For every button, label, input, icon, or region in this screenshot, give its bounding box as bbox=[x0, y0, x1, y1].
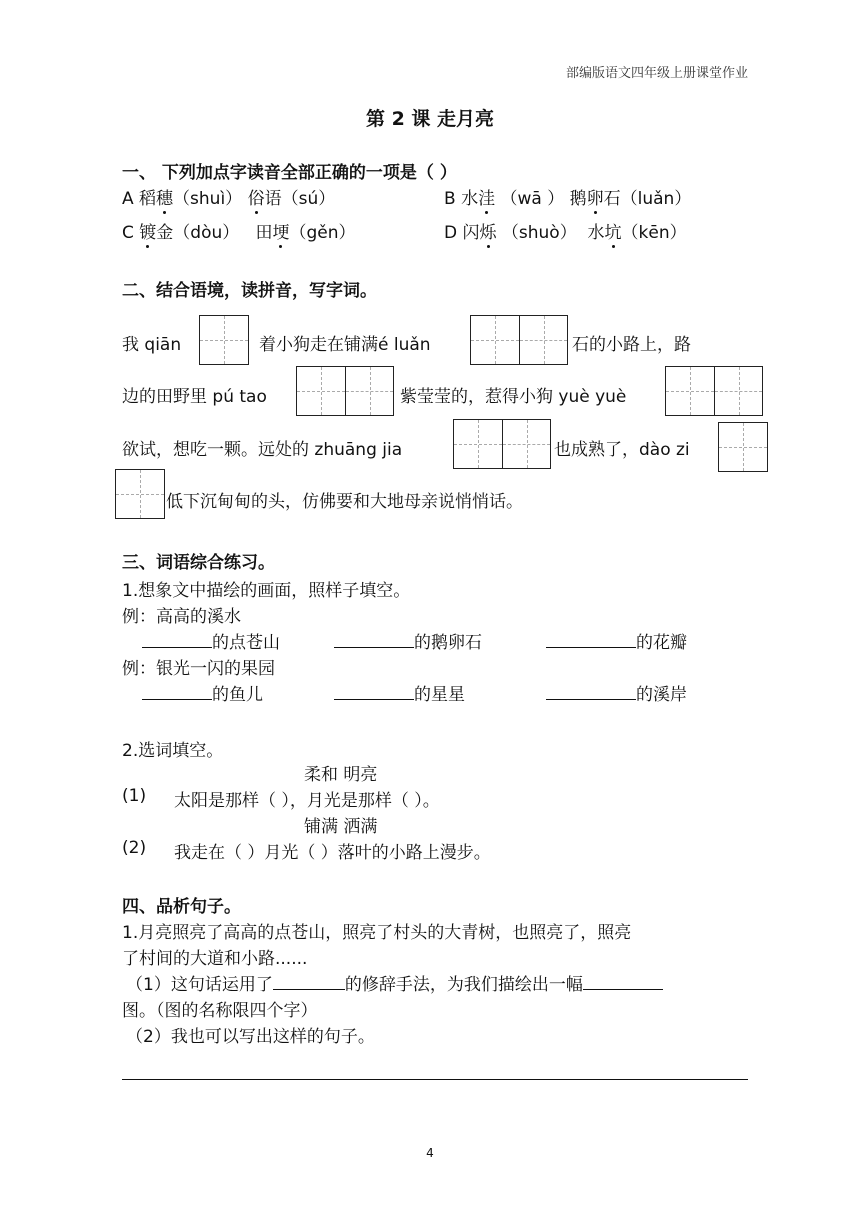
tianzige-box[interactable] bbox=[199, 315, 249, 365]
section4-heading: 四、品析句子。 bbox=[122, 897, 241, 917]
answer-line[interactable] bbox=[122, 1079, 748, 1080]
section2-heading: 二、结合语境，读拼音，写字词。 bbox=[122, 281, 377, 301]
question-4-2: （2）我也可以写出这样的句子。 bbox=[126, 1027, 375, 1047]
fill-line-3b: 也成熟了，dào zi bbox=[554, 440, 690, 460]
word-choices-1: 柔和 明亮 bbox=[304, 765, 378, 785]
option-pinyin: （wā ） bbox=[500, 189, 565, 209]
option-letter: B bbox=[444, 189, 456, 209]
option-word: 俗语 bbox=[248, 189, 282, 209]
answer-blank[interactable] bbox=[546, 683, 636, 700]
option-word: 田埂 bbox=[255, 223, 289, 243]
answer-blank[interactable] bbox=[546, 631, 636, 648]
fill-line-3a: 欲试，想吃一颗。远处的 zhuāng jia bbox=[122, 440, 403, 460]
answer-blank[interactable] bbox=[583, 973, 663, 990]
fill-item: 的鹅卵石 bbox=[334, 628, 482, 653]
section1-heading: 一、 下列加点字读音全部正确的一项是（ ） bbox=[122, 163, 457, 183]
answer-blank[interactable] bbox=[273, 973, 345, 990]
sentence-1-number: (1) bbox=[122, 786, 147, 806]
question-4-1: （1）这句话运用了 的修辞手法，为我们描绘出一幅 bbox=[126, 970, 663, 995]
option-c bbox=[122, 218, 356, 243]
option-word: 镀金 bbox=[139, 223, 173, 243]
fill-line-1c: 石的小路上，路 bbox=[572, 335, 691, 355]
option-pinyin: （shuò） bbox=[501, 223, 577, 243]
passage-line-2: 了村间的大道和小路...... bbox=[122, 949, 308, 969]
page-title: 第 2 课 走月亮 bbox=[365, 108, 495, 130]
fill-line-4: 低下沉甸甸的头，仿佛要和大地母亲说悄悄话。 bbox=[166, 492, 523, 512]
tianzige-box[interactable] bbox=[296, 366, 394, 416]
option-pinyin: （sú） bbox=[281, 189, 336, 209]
answer-blank[interactable] bbox=[334, 683, 414, 700]
fill-item: 的花瓣 bbox=[546, 628, 687, 653]
option-word: 鹅卵石 bbox=[570, 189, 621, 209]
fill-line-1a: 我 qiān bbox=[122, 335, 182, 355]
option-pinyin: （dòu） bbox=[173, 223, 240, 243]
option-d bbox=[444, 218, 687, 243]
answer-blank[interactable] bbox=[142, 631, 212, 648]
option-a bbox=[122, 184, 335, 209]
tianzige-box[interactable] bbox=[470, 315, 568, 365]
fill-item: 的点苍山 bbox=[142, 628, 280, 653]
passage-line-1: 1.月亮照亮了高高的点苍山，照亮了村头的大青树，也照亮了，照亮 bbox=[122, 923, 632, 943]
section3-heading: 三、词语综合练习。 bbox=[122, 553, 275, 573]
option-letter: D bbox=[444, 223, 458, 243]
question-4-1-note: 图。（图的名称限四个字） bbox=[122, 1001, 318, 1021]
word-choices-2: 铺满 洒满 bbox=[304, 817, 378, 837]
option-word: 稻穗 bbox=[139, 189, 173, 209]
option-word: 闪烁 bbox=[463, 223, 497, 243]
option-b bbox=[444, 184, 691, 209]
sentence-2: 我走在（ ）月光（ ）落叶的小路上漫步。 bbox=[174, 843, 491, 863]
fill-line-1b: 着小狗走在铺满é luǎn bbox=[259, 335, 431, 355]
question-3-2: 2.选词填空。 bbox=[122, 741, 224, 761]
option-word: 水坑 bbox=[588, 223, 622, 243]
sentence-1: 太阳是那样（ ），月光是那样（ ）。 bbox=[174, 791, 440, 811]
page-number: 4 bbox=[426, 1146, 434, 1160]
example-1: 例：高高的溪水 bbox=[122, 607, 241, 627]
example-2: 例：银光一闪的果园 bbox=[122, 659, 275, 679]
fill-item: 的星星 bbox=[334, 680, 465, 705]
sentence-2-number: (2) bbox=[122, 838, 147, 858]
fill-item: 的溪岸 bbox=[546, 680, 687, 705]
answer-blank[interactable] bbox=[334, 631, 414, 648]
tianzige-box[interactable] bbox=[115, 469, 165, 519]
fill-line-2b: 紫莹莹的，惹得小狗 yuè yuè bbox=[400, 387, 627, 407]
option-pinyin: （gěn） bbox=[289, 223, 356, 243]
tianzige-box[interactable] bbox=[718, 422, 768, 472]
option-pinyin: （luǎn） bbox=[620, 189, 692, 209]
option-pinyin: （shuì） bbox=[173, 189, 243, 209]
fill-item: 的鱼儿 bbox=[142, 680, 263, 705]
option-letter: A bbox=[122, 189, 134, 209]
answer-blank[interactable] bbox=[142, 683, 212, 700]
option-letter: C bbox=[122, 223, 134, 243]
tianzige-box[interactable] bbox=[453, 419, 551, 469]
option-pinyin: （kēn） bbox=[621, 223, 687, 243]
question-3-1: 1.想象文中描绘的画面，照样子填空。 bbox=[122, 581, 411, 601]
fill-line-2a: 边的田野里 pú tao bbox=[122, 387, 267, 407]
option-word: 水洼 bbox=[461, 189, 495, 209]
tianzige-box[interactable] bbox=[665, 366, 763, 416]
header-note: 部编版语文四年级上册课堂作业 bbox=[565, 66, 748, 81]
